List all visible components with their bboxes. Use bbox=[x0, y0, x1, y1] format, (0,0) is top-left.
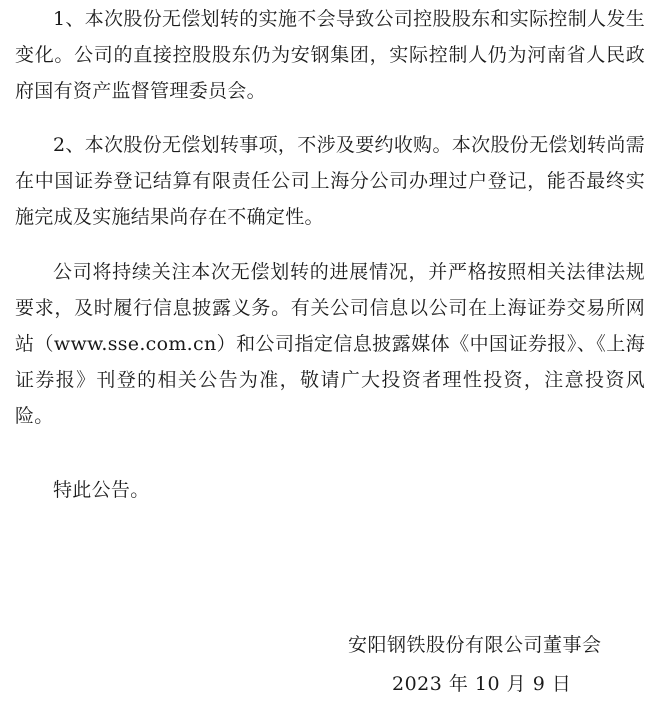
paragraph-no-tender-offer: 2、本次股份无偿划转事项，不涉及要约收购。本次股份无偿划转尚需在中国证券登记结算有限责任公司上海分公司办理过户登记，能否最终实施完成及实施结果尚存在不确定性。 bbox=[15, 134, 645, 228]
paragraph-disclosure-notice: 公司将持续关注本次无偿划转的进展情况，并严格按照相关法律法规要求，及时履行信息披露义务。有关公司信息以公司在上海证券交易所网站（www.sse.com.cn）和公司指定信息披露媒体《中国证券报》、《上海证券报》刊登的相关公告为准，敬请广大投资者理性投资，注意投资风险。 bbox=[15, 261, 645, 427]
paragraph-control-unchanged: 1、本次股份无偿划转的实施不会导致公司控股股东和实际控制人发生变化。公司的直接控股股东仍为安钢集团，实际控制人仍为河南省人民政府国有资产监督管理委员会。 bbox=[15, 8, 645, 102]
signature-date: 2023 年 10 月 9 日 bbox=[392, 673, 572, 695]
paragraph-closing: 特此公告。 bbox=[53, 479, 150, 501]
signature-company: 安阳钢铁股份有限公司董事会 bbox=[348, 634, 602, 656]
